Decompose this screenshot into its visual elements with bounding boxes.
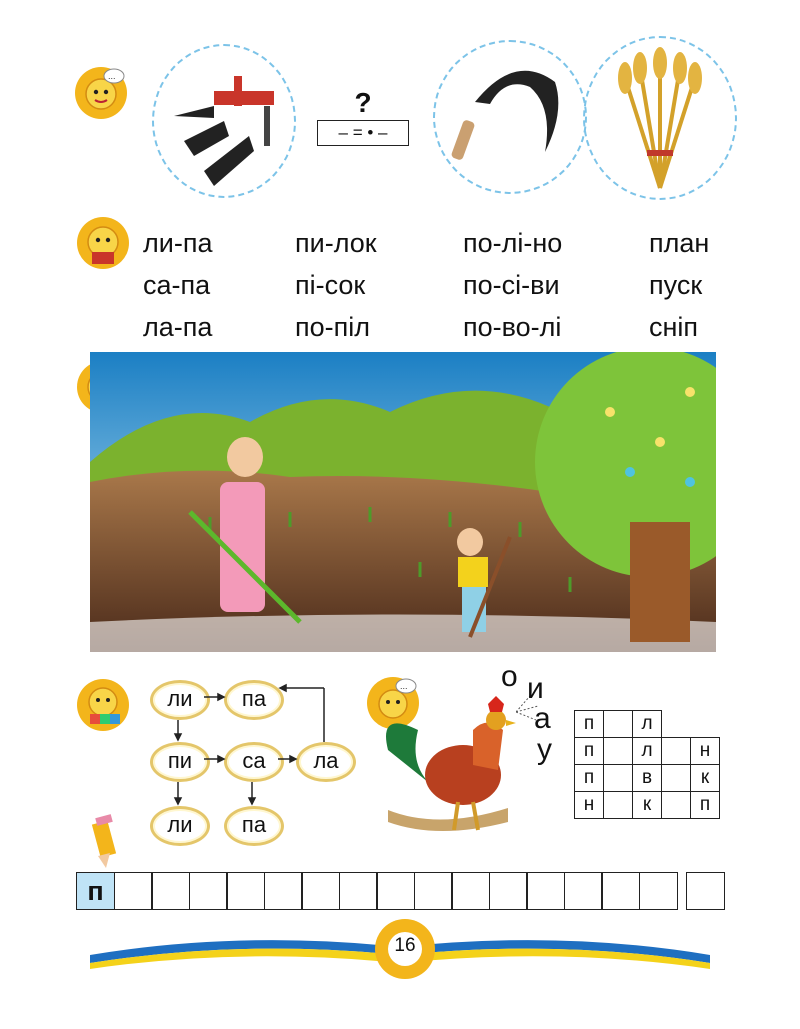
answer-cell-first[interactable]: п xyxy=(76,872,115,910)
answer-cells xyxy=(76,872,678,910)
word: пі-сок xyxy=(295,270,366,300)
syllable-oval: ла xyxy=(296,742,356,782)
grid-cell xyxy=(604,711,633,738)
svg-text:...: ... xyxy=(400,681,408,691)
grid-empty xyxy=(691,711,720,738)
scheme-question: ? xyxy=(354,87,372,118)
grid-cell: п xyxy=(575,711,604,738)
grid-cell: в xyxy=(633,765,662,792)
syllable-oval: па xyxy=(224,680,284,720)
grid-cell: к xyxy=(633,792,662,819)
grid-cell: п xyxy=(691,792,720,819)
word: план xyxy=(649,228,710,258)
word-column-3 xyxy=(463,222,562,348)
rooster-sound: о xyxy=(501,660,518,693)
answer-cell[interactable] xyxy=(414,872,453,910)
letter-grid xyxy=(574,710,720,819)
word-column-4 xyxy=(649,222,709,348)
answer-cell[interactable] xyxy=(601,872,640,910)
syllable-oval: пи xyxy=(150,742,210,782)
sunflower-thinking-icon xyxy=(74,66,128,120)
grid-cell xyxy=(662,792,691,819)
grid-cell: л xyxy=(633,711,662,738)
word-column-1 xyxy=(143,222,212,348)
answer-cell-separate[interactable] xyxy=(686,872,725,910)
syllable-oval: ли xyxy=(150,680,210,720)
svg-text:...: ... xyxy=(108,71,116,81)
grid-cell: л xyxy=(633,738,662,765)
word: сніп xyxy=(649,312,699,342)
answer-cell[interactable] xyxy=(189,872,228,910)
word: пи-лок xyxy=(295,228,377,258)
syllable-oval: па xyxy=(224,806,284,846)
chain-arrows xyxy=(140,670,370,850)
wheat-sheaf-picture xyxy=(583,36,737,200)
word: по-сі-ви xyxy=(463,270,560,300)
answer-cell[interactable] xyxy=(339,872,378,910)
word: по-во-лі xyxy=(463,312,562,342)
answer-cell[interactable] xyxy=(151,872,190,910)
rooster-picture xyxy=(378,690,528,840)
rooster-sound: у xyxy=(537,733,552,766)
rooster-sound: а xyxy=(534,702,551,735)
garden-illustration xyxy=(90,352,716,652)
answer-cell[interactable] xyxy=(301,872,340,910)
rooster-sound: и xyxy=(527,672,544,705)
word: по-піл xyxy=(295,312,371,342)
word: ла-па xyxy=(143,312,213,342)
answer-cell[interactable] xyxy=(564,872,603,910)
plow-picture xyxy=(152,44,296,198)
grid-empty xyxy=(662,711,691,738)
scheme-symbols: – = • – xyxy=(317,120,409,146)
answer-cell[interactable] xyxy=(526,872,565,910)
word: по-лі-но xyxy=(463,228,563,258)
pencil-icon xyxy=(84,812,128,870)
answer-cell[interactable] xyxy=(489,872,528,910)
answer-cell[interactable] xyxy=(451,872,490,910)
sickle-picture xyxy=(433,40,587,194)
answer-cell[interactable] xyxy=(376,872,415,910)
sunflower-reading-icon xyxy=(76,216,130,270)
syllable-oval: ли xyxy=(150,806,210,846)
answer-cell[interactable] xyxy=(226,872,265,910)
answer-cell[interactable] xyxy=(639,872,678,910)
syllable-oval: са xyxy=(224,742,284,782)
grid-cell xyxy=(604,738,633,765)
grid-cell: н xyxy=(691,738,720,765)
word: пуск xyxy=(649,270,703,300)
grid-cell: к xyxy=(691,765,720,792)
answer-cell[interactable] xyxy=(114,872,153,910)
page-number: 16 xyxy=(394,935,416,956)
grid-cell xyxy=(604,792,633,819)
grid-cell: п xyxy=(575,765,604,792)
grid-cell xyxy=(604,765,633,792)
grid-cell xyxy=(662,765,691,792)
sound-scheme xyxy=(317,88,409,146)
grid-cell: п xyxy=(575,738,604,765)
word-column-2 xyxy=(295,222,377,348)
grid-cell xyxy=(662,738,691,765)
answer-cell[interactable] xyxy=(264,872,303,910)
sunflower-cube-icon xyxy=(76,678,130,732)
grid-cell: н xyxy=(575,792,604,819)
word: ли-па xyxy=(143,228,213,258)
word: са-па xyxy=(143,270,211,300)
